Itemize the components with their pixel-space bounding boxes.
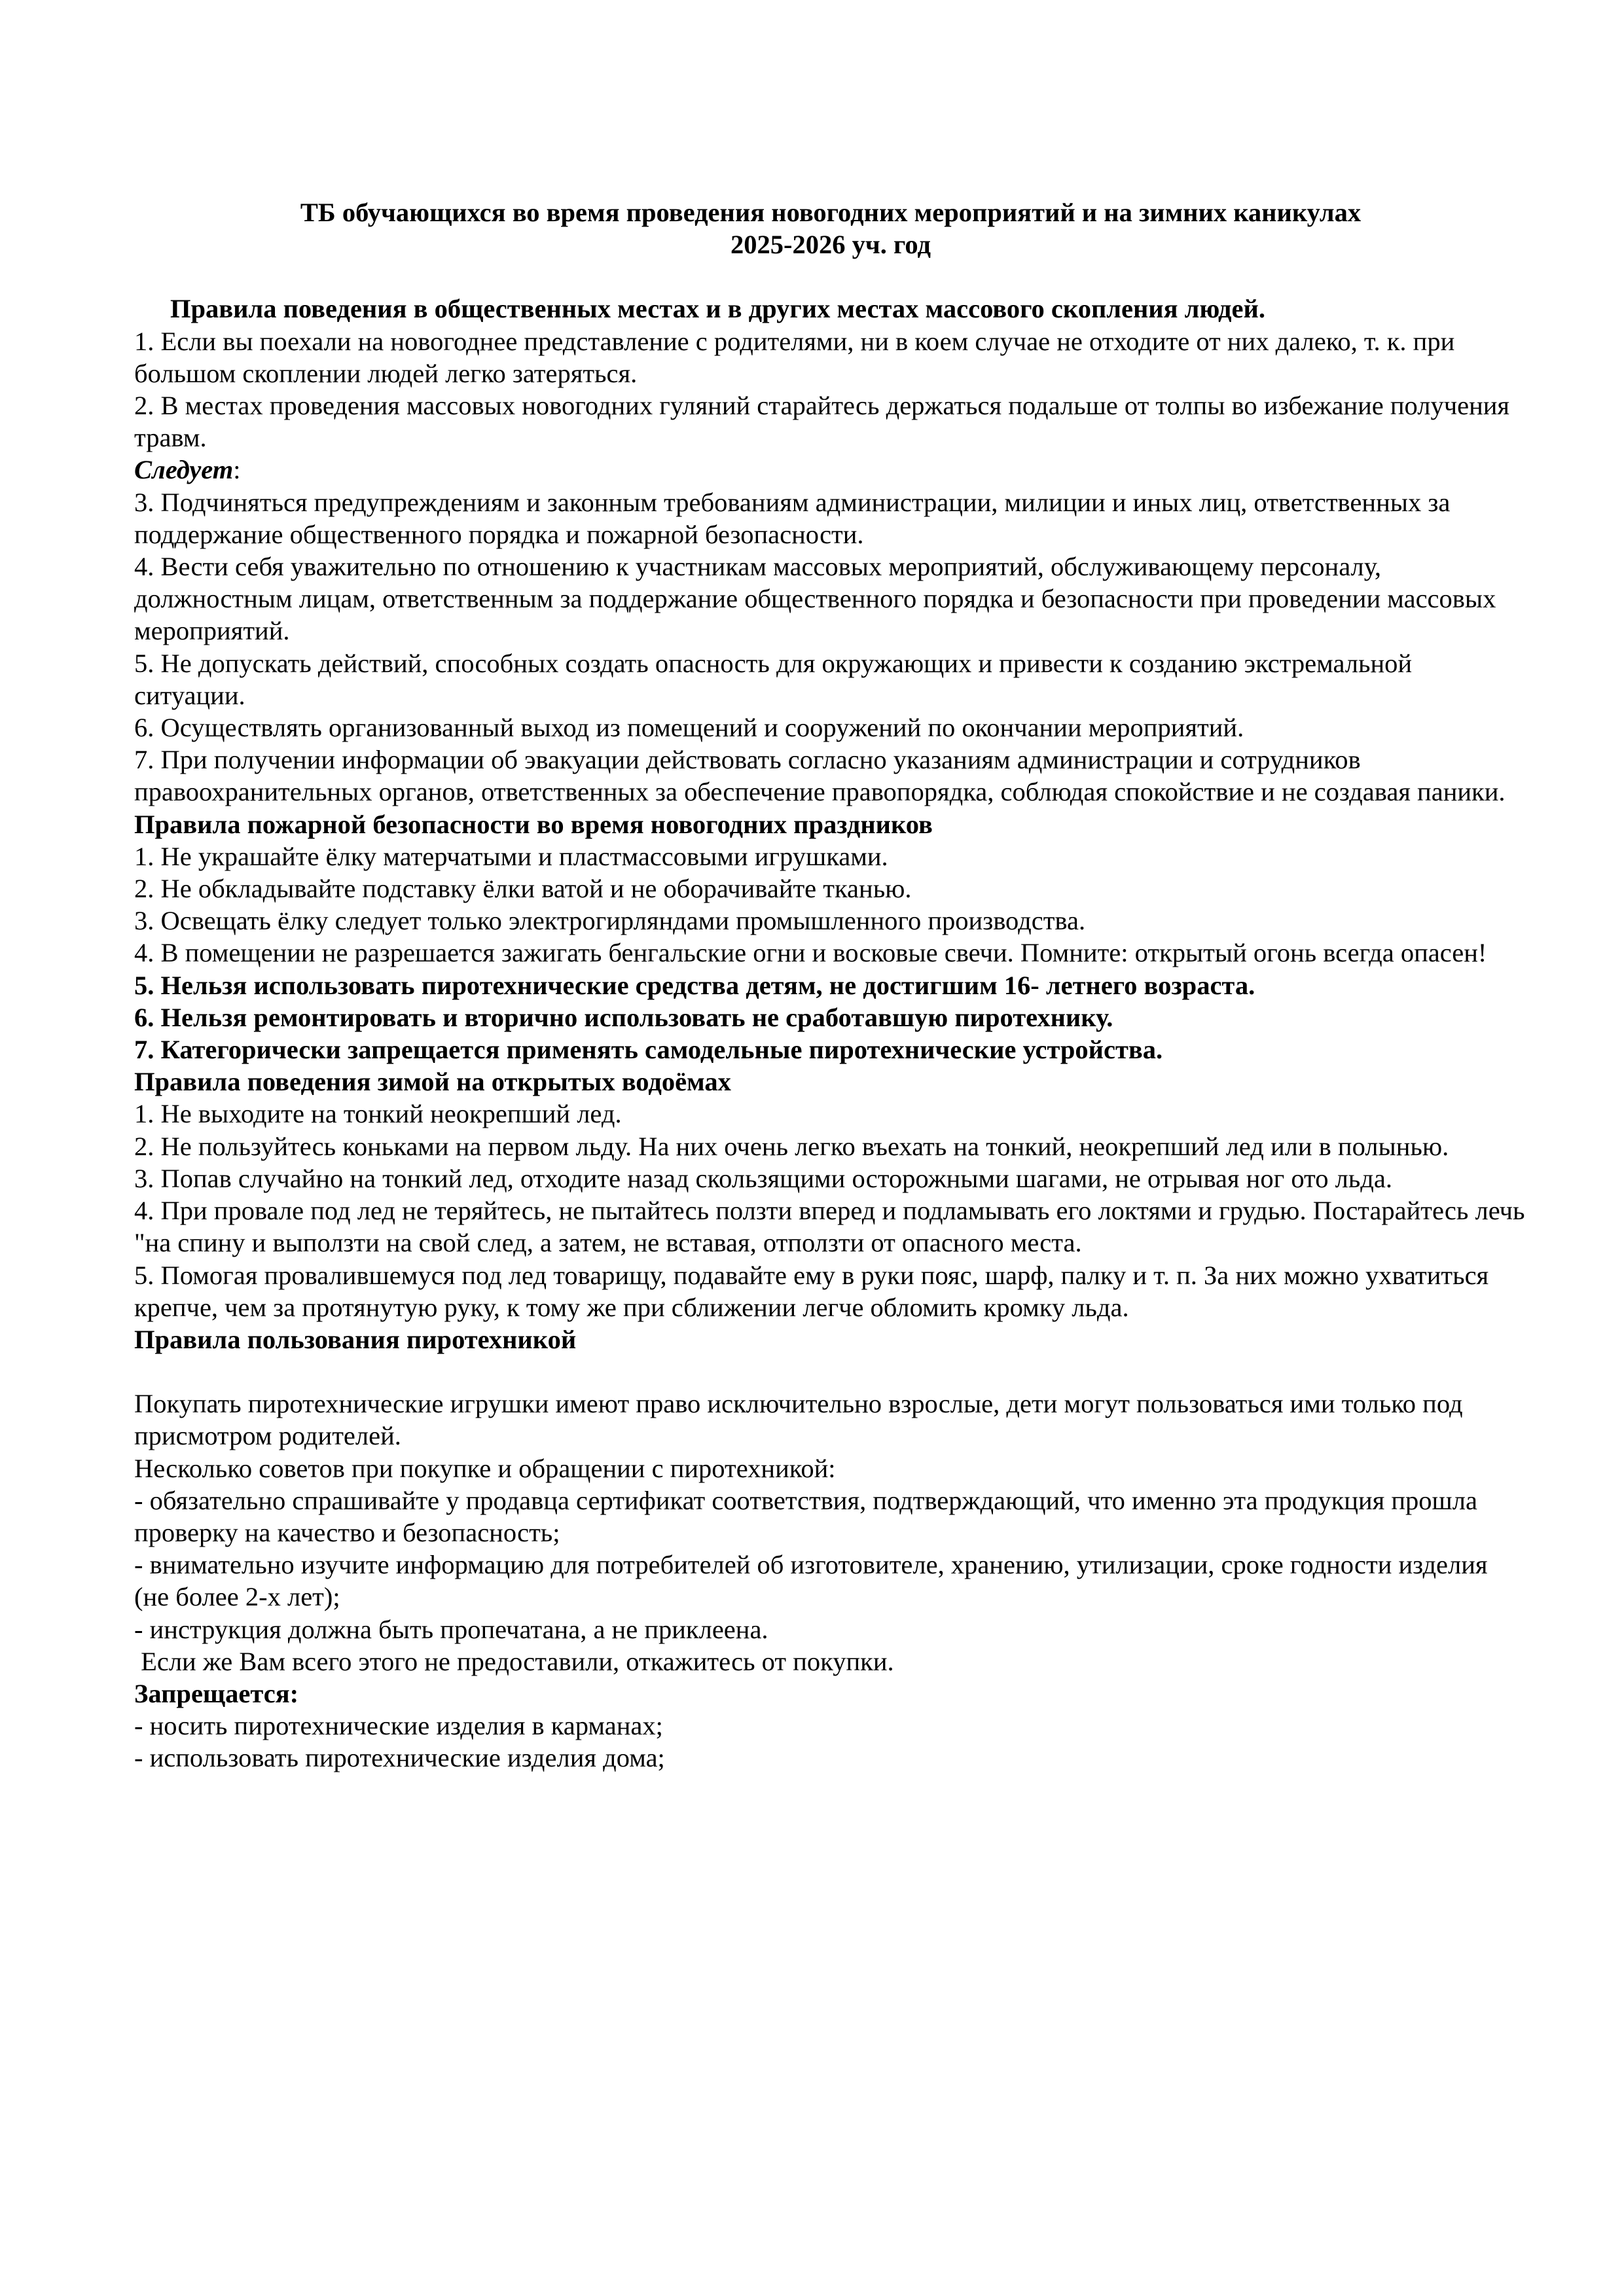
- title-gap-spacer: [134, 260, 1527, 293]
- section-heading-fire-safety: Правила пожарной безопасности во время новогодних праздников: [134, 809, 933, 839]
- lead-in-word: Следует: [134, 455, 234, 485]
- section-heading-pyrotechnics: Правила пользования пиротехникой: [134, 1324, 577, 1354]
- lead-in-colon: :: [233, 455, 241, 485]
- open-water-item-2: 2. Не пользуйтесь коньками на первом льду. На них очень легко въехать на тонкий, неокрепший лед или в полынью.: [134, 1131, 1449, 1161]
- document-title-line-2: 2025-2026 уч. год: [731, 230, 931, 260]
- public-places-lead-in: [134, 454, 1527, 486]
- prohibited-item-2: - использовать пиротехнические изделия дома;: [134, 1743, 665, 1773]
- pyrotechnics-blank-line: [134, 1355, 1527, 1388]
- pyrotechnics-paragraph-2: Несколько советов при покупке и обращении с пиротехникой:: [134, 1453, 836, 1483]
- fire-safety-item-3: 3. Освещать ёлку следует только электрогирляндами промышленного производства.: [134, 906, 1086, 936]
- pyrotechnics-bullet-2: - внимательно изучите информацию для потребителей об изготовителе, хранению, утилизации, сроке годности изделия (не более 2-х лет);: [134, 1550, 1488, 1612]
- fire-safety-item-2: 2. Не обкладывайте подставку ёлки ватой и не оборачивайте тканью.: [134, 874, 912, 904]
- open-water-item-4: 4. При провале под лед не теряйтесь, не пытайтесь ползти вперед и подламывать его локтями и грудью. Постарайтесь лечь "на спину и выползти на свой след, а затем, не вставая, отползти от опасного места.: [134, 1196, 1525, 1258]
- open-water-item-3: 3. Попав случайно на тонкий лед, отходите назад скользящими осторожными шагами, не отрывая ног ото льда.: [134, 1163, 1392, 1193]
- pyrotechnics-bullet-3: - инструкция должна быть пропечатана, а не приклеена.: [134, 1614, 768, 1644]
- public-places-item-1: 1. Если вы поехали на новогоднее представление с родителями, ни в коем случае не отходите от них далеко, т. к. при большом скоплении людей легко затеряться.: [134, 326, 1455, 388]
- document-body: [134, 196, 1527, 1774]
- public-places-item-3: 3. Подчиняться предупреждениям и законным требованиям администрации, милиции и иных лиц, ответственных за поддержание общественного порядка и пожарной безопасности.: [134, 487, 1451, 549]
- section-heading-open-water: Правила поведения зимой на открытых водоёмах: [134, 1067, 731, 1097]
- public-places-item-2: 2. В местах проведения массовых новогодних гуляний старайтесь держаться подальше от толпы во избежание получения травм.: [134, 391, 1510, 453]
- pyrotechnics-paragraph-1: Покупать пиротехнические игрушки имеют право исключительно взрослые, дети могут пользоваться ими только под присмотром родителей.: [134, 1389, 1463, 1451]
- pyrotechnics-closing-note: Если же Вам всего этого не предоставили, откажитесь от покупки.: [134, 1646, 894, 1676]
- section-heading-public-places: Правила поведения в общественных местах и в других местах массового скопления людей.: [170, 294, 1265, 324]
- fire-safety-item-1: 1. Не украшайте ёлку матерчатыми и пластмассовыми игрушками.: [134, 841, 888, 871]
- document-title: [134, 196, 1527, 260]
- public-places-item-6: 6. Осуществлять организованный выход из помещений и сооружений по окончании мероприятий.: [134, 713, 1244, 743]
- subheading-prohibited: Запрещается:: [134, 1678, 299, 1708]
- fire-safety-item-6: 6. Нельзя ремонтировать и вторично использовать не сработавшую пиротехнику.: [134, 1002, 1113, 1032]
- public-places-item-4: 4. Вести себя уважительно по отношению к участникам массовых мероприятий, обслуживающему персоналу, должностным лицам, ответственным за поддержание общественного порядка и безопасности при проведении массовых мероприятий.: [134, 552, 1496, 646]
- public-places-item-7: 7. При получении информации об эвакуации действовать согласно указаниям администрации и сотрудников правоохранительных органов, ответственных за обеспечение правопорядка, соблюдая спокойствие и не создавая паники.: [134, 745, 1506, 807]
- document-title-line-1: ТБ обучающихся во время проведения новогодних мероприятий и на зимних каникулах: [300, 198, 1362, 227]
- fire-safety-item-7: 7. Категорически запрещается применять самодельные пиротехнические устройства.: [134, 1035, 1163, 1065]
- prohibited-item-1: - носить пиротехнические изделия в карманах;: [134, 1711, 663, 1741]
- fire-safety-item-5: 5. Нельзя использовать пиротехнические средства детям, не достигшим 16- летнего возраста.: [134, 970, 1255, 1000]
- open-water-item-1: 1. Не выходите на тонкий неокрепший лед.: [134, 1099, 622, 1129]
- open-water-item-5: 5. Помогая провалившемуся под лед товарищу, подавайте ему в руки пояс, шарф, палку и т. п. За них можно ухватиться крепче, чем за протянутую руку, к тому же при сближении легче обломить кромку льда.: [134, 1260, 1489, 1322]
- fire-safety-item-4: 4. В помещении не разрешается зажигать бенгальские огни и восковые свечи. Помните: открытый огонь всегда опасен!: [134, 938, 1487, 968]
- public-places-item-5: 5. Не допускать действий, способных создать опасность для окружающих и привести к созданию экстремальной ситуации.: [134, 648, 1413, 710]
- pyrotechnics-bullet-1: - обязательно спрашивайте у продавца сертификат соответствия, подтверждающий, что именно эта продукция прошла проверку на качество и безопасность;: [134, 1485, 1477, 1547]
